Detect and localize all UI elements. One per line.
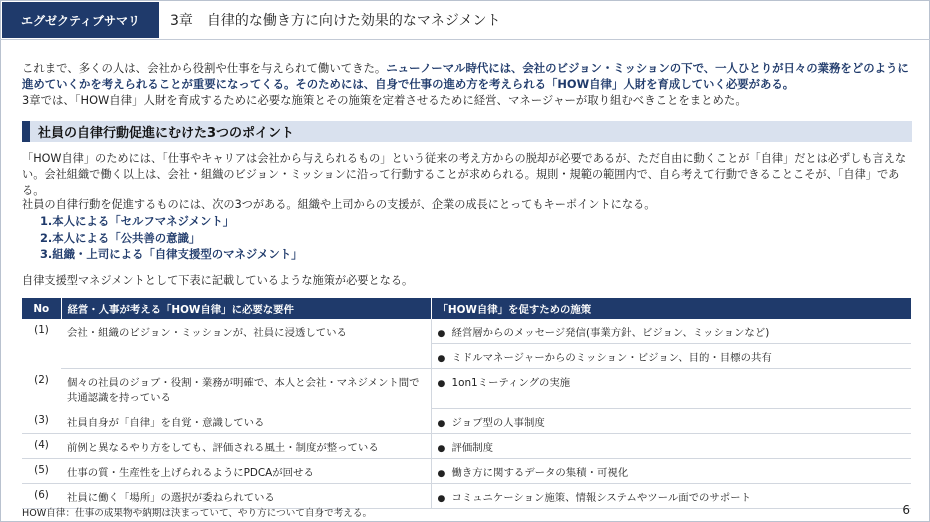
intro-line2: 3章では、「HOW自律」人財を育成するために必要な施策とその施策を定着させるために経営、マネージャーが取り組むべきことをまとめた。 (22, 93, 747, 107)
row-measure (431, 369, 911, 409)
section-title: 社員の自律行動促進にむけた3つのポイント (38, 126, 295, 141)
row-no: (4) (22, 434, 61, 459)
page-title: 3章 自律的な働き方に向けた効果的なマネジメント (170, 13, 501, 29)
row-no: (5) (22, 459, 61, 484)
body-paragraph-1: 「HOW自律」のためには、「仕事やキャリアは会社から与えられるもの」という従来の考え方からの脱却が必要であるが、ただ自由に動くことが「自律」だとは必ずしも言えない。会社組織で働く以上は、会社・組織のビジョン・ミッションに沿って行動することが求められる。規則・規範の範囲内で、自ら考えて行動できることこそが、「自律」である。 (22, 152, 907, 197)
intro-line1-plain: これまで、多くの人は、会社から役割や仕事を与えられて働いてきた。 (22, 61, 387, 75)
table-row (22, 369, 911, 409)
row-requirement: 前例と異なるやり方をしても、評価される風土・制度が整っている (61, 434, 431, 459)
bullet-icon: ● (437, 329, 446, 339)
row-no: (6) (22, 484, 61, 509)
row-measure (431, 484, 911, 509)
page-number: 6 (902, 503, 910, 517)
bullet-icon: ● (437, 354, 446, 364)
key-points-list (40, 213, 303, 263)
header (0, 0, 930, 40)
bullet-icon: ● (437, 419, 446, 429)
row-requirement: 社員に働く「場所」の選択が委ねられている (61, 484, 431, 509)
table-row (22, 459, 911, 484)
row-requirement: 仕事の質・生産性を上げられるようにPDCAが回せる (61, 459, 431, 484)
key-point: 2.本人による「公共善の意識」 (40, 230, 201, 245)
col-header-measure: 「HOW自律」を促すための施策 (431, 298, 911, 319)
intro-line1-emphasis: ニューノーマル時代には、会社のビジョン・ミッションの下で、一人ひとりが日々の業務をどのように進めていくかを考えられることが重要になってくる。そのためには、自身で仕事の進め方を考えられる「HOW自律」人財を育成していく必要がある。 (22, 61, 909, 91)
key-point: 1.本人による「セルフマネジメント」 (40, 214, 235, 228)
bullet-icon: ● (437, 379, 446, 389)
table-row (22, 434, 911, 459)
row-requirement: 社員自身が「自律」を自覚・意識している (61, 409, 431, 434)
intro-text (22, 60, 912, 108)
col-header-no: No (22, 298, 61, 319)
row-requirement: 個々の社員のジョブ・役割・業務が明確で、本人と会社・マネジメント間で共通認識を持っている (61, 369, 431, 409)
table-row (22, 319, 911, 344)
row-measure (431, 344, 911, 369)
measure-text: コミュニケーション施策、情報システムやツール面でのサポート (451, 492, 751, 504)
measure-text: 1on1ミーティングの実施 (451, 377, 571, 389)
bullet-icon: ● (437, 469, 446, 479)
key-point: 3.組織・上司による「自律支援型のマネジメント」 (40, 247, 303, 261)
row-measure (431, 434, 911, 459)
measure-text: ミドルマネージャーからのミッション・ビジョン、目的・目標の共有 (451, 352, 772, 364)
measure-text: 働き方に関するデータの集積・可視化 (451, 467, 629, 479)
header-badge: エグゼクティブサマリ (2, 2, 159, 38)
bullet-icon: ● (437, 494, 446, 504)
section-marker (22, 121, 30, 142)
bullet-icon: ● (437, 444, 446, 454)
row-measure (431, 459, 911, 484)
row-no: (1) (34, 324, 49, 336)
measures-table (22, 298, 912, 509)
table-row (22, 409, 911, 434)
body-paragraph-2: 社員の自律行動を促進するものには、次の3つがある。組織や上司からの支援が、企業の成長にとってもキーポイントになる。 (22, 198, 656, 211)
row-no: (2) (34, 373, 49, 386)
measure-text: 評価制度 (451, 442, 494, 454)
measure-text: 経営層からのメッセージ発信(事業方針、ビジョン、ミッションなど) (451, 327, 770, 339)
row-requirement: 会社・組織のビジョン・ミッションが、社員に浸透している (61, 319, 431, 369)
footnote: HOW自律：仕事の成果物や納期は決まっていて、やり方について自身で考える。 (22, 508, 373, 519)
row-measure (431, 409, 911, 434)
col-header-requirement: 経営・人事が考える「HOW自律」に必要な要件 (61, 298, 431, 319)
section-heading (22, 121, 912, 142)
row-measure (431, 319, 911, 344)
row-no: (3) (22, 409, 61, 434)
measure-text: ジョブ型の人事制度 (451, 417, 545, 429)
body-paragraph-3: 自律支援型マネジメントとして下表に記載しているような施策が必要となる。 (22, 274, 414, 287)
